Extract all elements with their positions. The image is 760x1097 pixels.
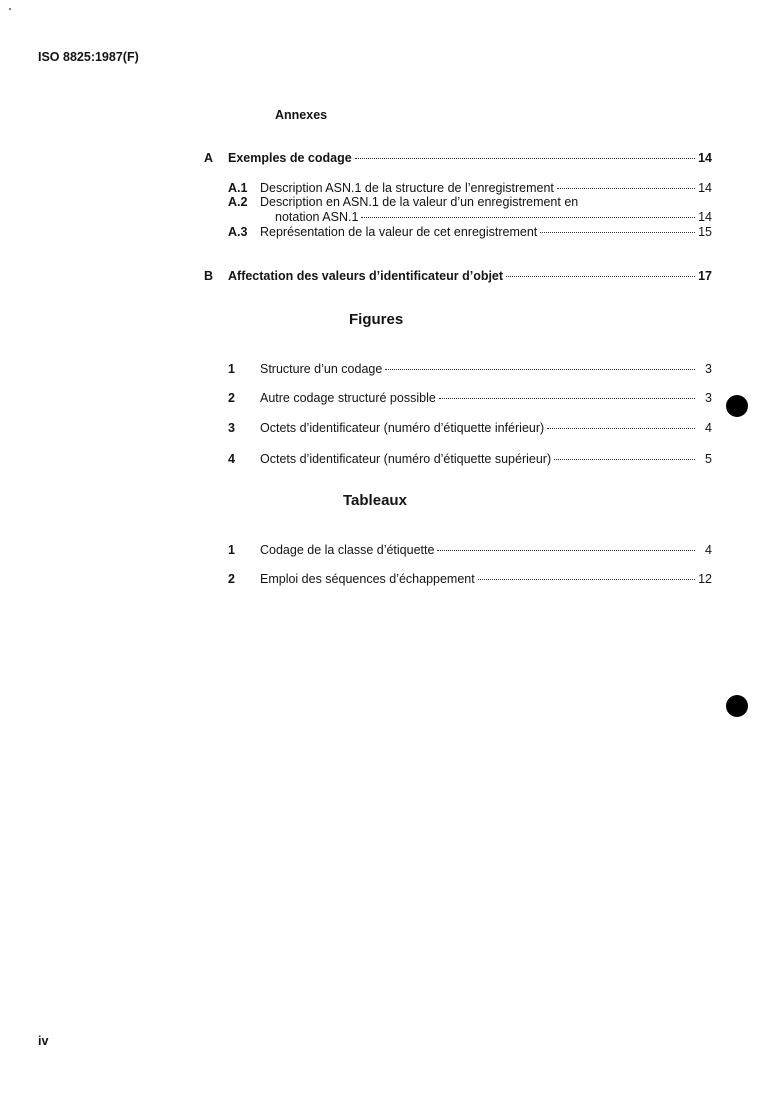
- figure-4-number: 4: [228, 452, 235, 466]
- dot-leader: [506, 276, 695, 277]
- annex-b-title: Affectation des valeurs d’identificateur d’objet: [228, 269, 504, 283]
- annex-a-page: 14: [698, 151, 712, 165]
- annexes-heading: Annexes: [275, 108, 328, 122]
- dot-leader: [355, 158, 695, 159]
- annex-a3-number: A.3: [228, 225, 248, 239]
- annex-a3-page: 15: [698, 225, 712, 239]
- table-1-number: 1: [228, 543, 235, 557]
- dot-leader: [439, 398, 695, 399]
- annex-a2-number: A.2: [228, 195, 248, 209]
- document-id: ISO 8825:1987(F): [38, 50, 139, 64]
- figure-2-title: Autre codage structuré possible: [260, 391, 436, 405]
- tables-heading: Tableaux: [343, 492, 407, 509]
- annex-b-row: [228, 269, 712, 283]
- table-1-page: 4: [705, 543, 712, 557]
- figure-1-page: 3: [705, 362, 712, 376]
- figure-1-row: [260, 362, 712, 376]
- figure-1-number: 1: [228, 362, 235, 376]
- footer-page-number: iv: [38, 1034, 49, 1048]
- annex-a2-title-line1: Description en ASN.1 de la valeur d’un enregistrement en: [260, 195, 579, 209]
- annex-a1-row: [260, 181, 712, 195]
- punch-hole-lower: [726, 695, 748, 717]
- annex-a-title: Exemples de codage: [228, 151, 352, 165]
- annex-a1-page: 14: [698, 181, 712, 195]
- figure-4-title: Octets d’identificateur (numéro d’étiquette supérieur): [260, 452, 552, 466]
- scan-speck: [9, 8, 11, 10]
- table-2-row: [260, 572, 712, 586]
- figure-4-row: [260, 452, 712, 466]
- annex-a2-title-line2: notation ASN.1: [275, 210, 359, 224]
- figure-1-title: Structure d’un codage: [260, 362, 383, 376]
- figure-3-row: [260, 421, 712, 435]
- annex-a1-title: Description ASN.1 de la structure de l’enregistrement: [260, 181, 554, 195]
- figure-2-number: 2: [228, 391, 235, 405]
- annex-a2-row: [275, 210, 712, 224]
- dot-leader: [437, 550, 695, 551]
- figure-3-number: 3: [228, 421, 235, 435]
- annex-a2-page: 14: [698, 210, 712, 224]
- annex-b-letter: B: [204, 269, 214, 283]
- table-1-title: Codage de la classe d’étiquette: [260, 543, 435, 557]
- annex-a3-title: Représentation de la valeur de cet enregistrement: [260, 225, 538, 239]
- annex-a-letter: A: [204, 151, 214, 165]
- table-2-page: 12: [698, 572, 712, 586]
- dot-leader: [361, 217, 695, 218]
- annex-a3-row: [260, 225, 712, 239]
- dot-leader: [385, 369, 695, 370]
- annex-b-page: 17: [698, 269, 712, 283]
- punch-hole-upper: [726, 395, 748, 417]
- table-2-title: Emploi des séquences d’échappement: [260, 572, 475, 586]
- dot-leader: [540, 232, 695, 233]
- annex-a1-number: A.1: [228, 181, 248, 195]
- dot-leader: [547, 428, 695, 429]
- figure-2-row: [260, 391, 712, 405]
- table-2-number: 2: [228, 572, 235, 586]
- dot-leader: [478, 579, 695, 580]
- annex-a-row: [228, 151, 712, 165]
- figures-heading: Figures: [349, 311, 404, 328]
- dot-leader: [554, 459, 695, 460]
- dot-leader: [557, 188, 695, 189]
- figure-3-page: 4: [705, 421, 712, 435]
- figure-3-title: Octets d’identificateur (numéro d’étiquette inférieur): [260, 421, 545, 435]
- table-1-row: [260, 543, 712, 557]
- figure-2-page: 3: [705, 391, 712, 405]
- figure-4-page: 5: [705, 452, 712, 466]
